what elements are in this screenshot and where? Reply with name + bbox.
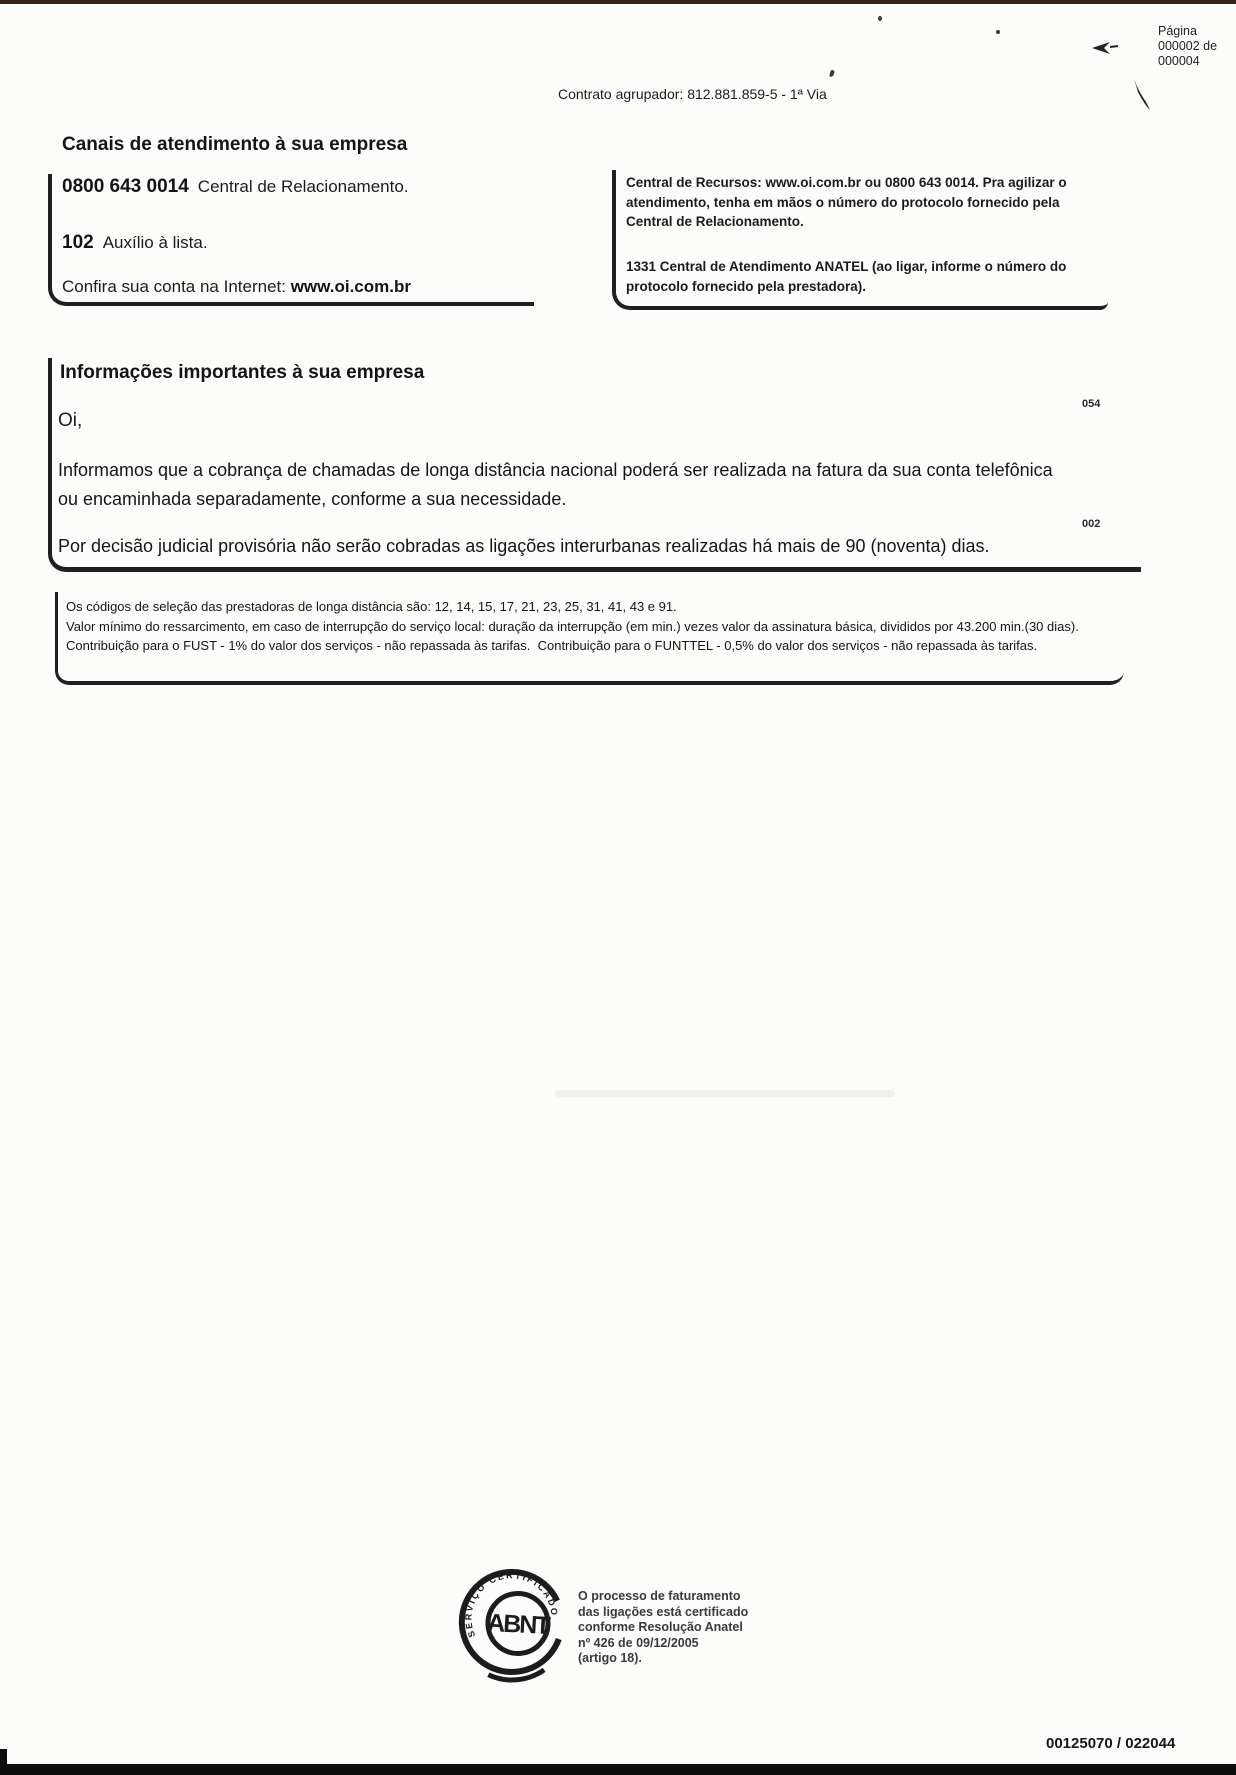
- internet-url: www.oi.com.br: [290, 277, 411, 296]
- scan-smudge: [555, 1090, 895, 1097]
- contract-aggregator-line: Contrato agrupador: 812.881.859-5 - 1ª Via: [558, 86, 827, 102]
- important-info-title: Informações importantes à sua empresa: [60, 362, 425, 383]
- info-code-054: 054: [1082, 398, 1101, 410]
- certification-line: O processo de faturamento: [578, 1589, 741, 1603]
- internet-line: [62, 277, 411, 297]
- scan-speck: [878, 16, 882, 21]
- certification-line: das ligações está certificado: [578, 1604, 749, 1619]
- page-indicator-label: Página: [1158, 24, 1197, 38]
- scan-top-edge: [0, 0, 1236, 4]
- channel-item-auxilio: [62, 232, 208, 254]
- channel-phone-number: 102: [62, 232, 94, 253]
- fine-print-lines: [66, 597, 1108, 656]
- stamp-abnt-label: ABNT: [486, 1608, 550, 1641]
- channels-box-title: Canais de atendimento à sua empresa: [62, 134, 408, 155]
- resources-paragraph-anatel: 1331 Central de Atendimento ANATEL (ao ligar, informe o número do protocolo fornecido pela prestadora).: [626, 259, 1067, 294]
- document-footer-code: 00125070 / 022044: [1046, 1735, 1176, 1752]
- channel-item-relacionamento: [62, 176, 409, 198]
- channel-phone-number: 0800 643 0014: [62, 176, 189, 197]
- info-paragraph-billing: Informamos que a cobrança de chamadas de longa distância nacional poderá ser realizada na fatura da sua conta telefônica ou encaminhada separadamente, conforme a sua necessidade.: [58, 460, 1053, 509]
- page-indicator-current: 000002 de: [1158, 39, 1218, 53]
- info-code-002: 002: [1082, 518, 1101, 530]
- fine-print-carrier-codes: Os códigos de seleção das prestadoras de longa distância são: 12, 14, 15, 17, 21, 23, 25, 31, 41, 43 e 91.: [66, 599, 677, 614]
- certification-line: (artigo 18).: [578, 1651, 642, 1665]
- stamp-arc-text: SERVIÇO CERTIFICADO: [463, 1570, 560, 1639]
- fine-print-refund-rule: Valor mínimo do ressarcimento, em caso de interrupção do serviço local: duração da interrupção (em min.) vezes valor da assinatura básica, divididos por 43.200 min.(30 dias).: [66, 618, 1079, 634]
- channel-label: Central de Relacionamento.: [197, 177, 409, 196]
- certification-text: [578, 1589, 766, 1667]
- info-paragraph-judicial: Por decisão judicial provisória não serão cobradas as ligações interurbanas realizadas há mais de 90 (noventa) dias.: [58, 536, 990, 556]
- abnt-certification-stamp-icon: [440, 1560, 575, 1705]
- channel-label: Auxílio à lista.: [102, 233, 208, 252]
- pen-marks: [1080, 30, 1180, 120]
- scan-bottom-edge: [0, 1764, 1236, 1775]
- scan-speck: [996, 30, 1000, 34]
- resources-paragraph-recursos: Central de Recursos: www.oi.com.br ou 0800 643 0014. Pra agilizar o atendimento, tenha em mãos o número do protocolo fornecido pela Central de Relacionamento.: [626, 175, 1067, 229]
- scan-speck: [829, 70, 835, 78]
- page-indicator-total: 000004: [1158, 54, 1200, 68]
- info-salutation: Oi,: [58, 410, 83, 431]
- internet-prefix: Confira sua conta na Internet:: [62, 277, 291, 296]
- certification-line: nº 426 de 09/12/2005: [578, 1635, 699, 1650]
- certification-line: conforme Resolução Anatel: [578, 1620, 743, 1634]
- fine-print-fust-funttel: Contribuição para o FUST - 1% do valor dos serviços - não repassada às tarifas. Contribuição para o FUNTTEL - 0,5% do valor dos serviços - não repassada às tarifas.: [66, 638, 1038, 653]
